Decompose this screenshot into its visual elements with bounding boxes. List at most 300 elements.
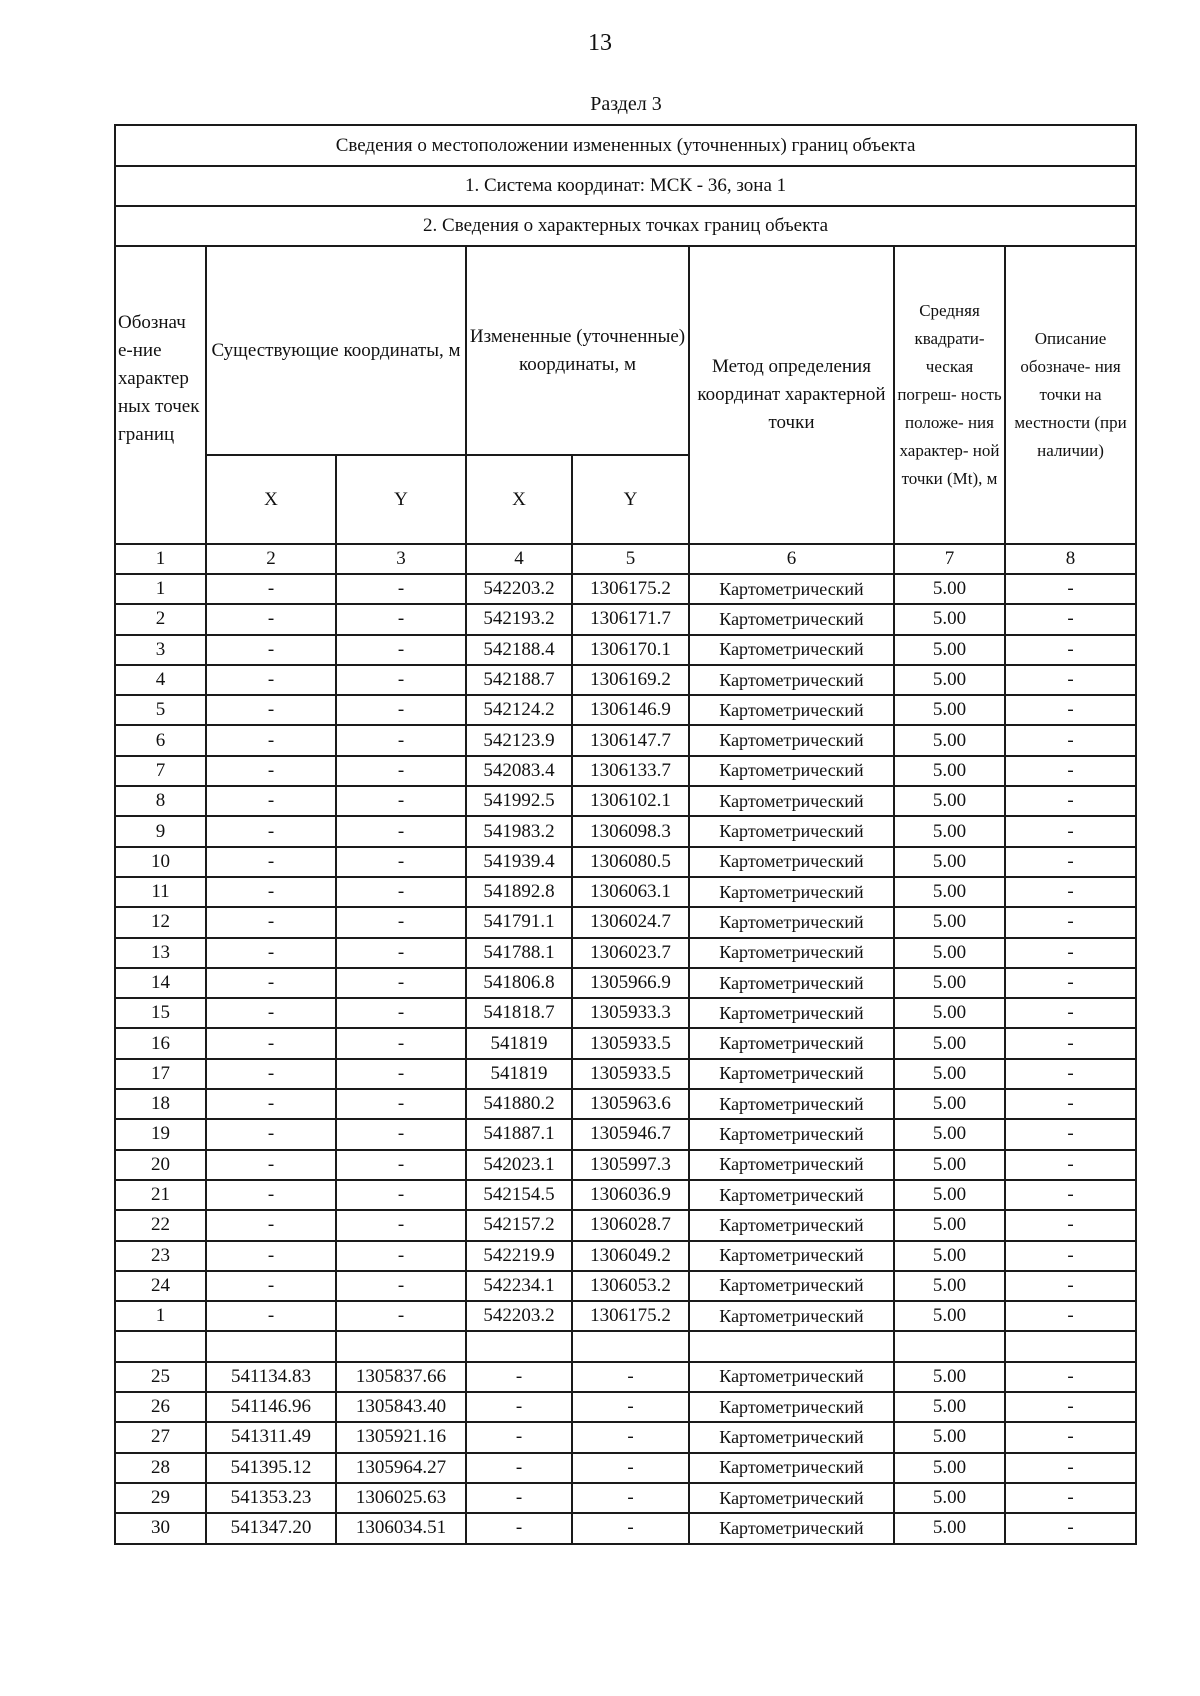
cell-changed-x: - <box>466 1392 572 1422</box>
cell-changed-x: - <box>466 1422 572 1452</box>
cell-changed-x: - <box>466 1453 572 1483</box>
cell-existing-y: - <box>336 938 466 968</box>
cell-method: Картометрический <box>689 604 894 634</box>
cell-existing-x: - <box>206 1028 336 1058</box>
cell-error: 5.00 <box>894 1422 1005 1452</box>
cell-error: 5.00 <box>894 1453 1005 1483</box>
page-number: 13 <box>588 30 612 56</box>
cell-changed-x: 541939.4 <box>466 847 572 877</box>
cell-error: 5.00 <box>894 665 1005 695</box>
cell-existing-y: 1305921.16 <box>336 1422 466 1452</box>
cell-existing-x: - <box>206 877 336 907</box>
table-row <box>115 725 1136 755</box>
cell-description: - <box>1005 1453 1136 1483</box>
table-row <box>115 816 1136 846</box>
cell-point: 5 <box>115 695 206 725</box>
cell-description: - <box>1005 938 1136 968</box>
column-number: 1 <box>115 544 206 574</box>
cell-existing-y: - <box>336 816 466 846</box>
cell-existing-y: - <box>336 998 466 1028</box>
cell-point: 26 <box>115 1392 206 1422</box>
cell-method: Картометрический <box>689 695 894 725</box>
cell-description: - <box>1005 1059 1136 1089</box>
table-row <box>115 574 1136 604</box>
table-row <box>115 1392 1136 1422</box>
cell-method: Картометрический <box>689 635 894 665</box>
cell-existing-y: - <box>336 1059 466 1089</box>
cell-point: 9 <box>115 816 206 846</box>
cell-description: - <box>1005 877 1136 907</box>
cell-changed-x: - <box>466 1362 572 1392</box>
cell-point: 10 <box>115 847 206 877</box>
table-row <box>115 1422 1136 1452</box>
header-error: Средняя квадрати- ческая погреш- ность положе- ния характер- ной точки (Mt), м <box>894 246 1005 544</box>
cell-description: - <box>1005 1241 1136 1271</box>
cell-existing-x: - <box>206 938 336 968</box>
cell-existing-x: 541347.20 <box>206 1513 336 1543</box>
cell-existing-x: - <box>206 635 336 665</box>
table-row <box>115 938 1136 968</box>
table-row <box>115 1119 1136 1149</box>
cell-changed-x: 541819 <box>466 1059 572 1089</box>
cell-point: 2 <box>115 604 206 634</box>
cell-existing-y: - <box>336 695 466 725</box>
cell-changed-x: 541880.2 <box>466 1089 572 1119</box>
cell-changed-x: 542083.4 <box>466 756 572 786</box>
table-row <box>115 998 1136 1028</box>
cell-point: 28 <box>115 1453 206 1483</box>
cell-changed-x: 542123.9 <box>466 725 572 755</box>
cell-changed-y: 1306036.9 <box>572 1180 689 1210</box>
cell-method: Картометрический <box>689 968 894 998</box>
cell-changed-x: 541892.8 <box>466 877 572 907</box>
table-row <box>115 786 1136 816</box>
cell-existing-x: - <box>206 786 336 816</box>
cell-method: Картометрический <box>689 1180 894 1210</box>
column-number: 7 <box>894 544 1005 574</box>
cell-changed-x: 541818.7 <box>466 998 572 1028</box>
cell-description: - <box>1005 1210 1136 1240</box>
cell-method: Картометрический <box>689 816 894 846</box>
cell-method: Картометрический <box>689 725 894 755</box>
cell-method: Картометрический <box>689 1483 894 1513</box>
cell-changed-x: 542188.7 <box>466 665 572 695</box>
cell-point: 18 <box>115 1089 206 1119</box>
cell-point: 16 <box>115 1028 206 1058</box>
table-row <box>115 1150 1136 1180</box>
cell-existing-y: - <box>336 968 466 998</box>
cell-point <box>115 1331 206 1361</box>
cell-point: 12 <box>115 907 206 937</box>
cell-point: 27 <box>115 1422 206 1452</box>
cell-method: Картометрический <box>689 756 894 786</box>
cell-error <box>894 1331 1005 1361</box>
cell-changed-x: 542023.1 <box>466 1150 572 1180</box>
cell-existing-x: - <box>206 1301 336 1331</box>
cell-point: 21 <box>115 1180 206 1210</box>
cell-error: 5.00 <box>894 877 1005 907</box>
cell-changed-y <box>572 1331 689 1361</box>
table-row <box>115 695 1136 725</box>
cell-method: Картометрический <box>689 998 894 1028</box>
points-info-heading: 2. Сведения о характерных точках границ объекта <box>115 206 1136 246</box>
cell-existing-x: 541353.23 <box>206 1483 336 1513</box>
column-number: 6 <box>689 544 894 574</box>
cell-description: - <box>1005 1180 1136 1210</box>
cell-error: 5.00 <box>894 1513 1005 1543</box>
table-row <box>115 1210 1136 1240</box>
cell-changed-y: 1306024.7 <box>572 907 689 937</box>
cell-point: 11 <box>115 877 206 907</box>
table-row <box>115 1513 1136 1543</box>
cell-changed-x: 542219.9 <box>466 1241 572 1271</box>
cell-changed-y: 1305997.3 <box>572 1150 689 1180</box>
cell-changed-y: 1306049.2 <box>572 1241 689 1271</box>
table-row <box>115 1362 1136 1392</box>
cell-error: 5.00 <box>894 604 1005 634</box>
cell-error: 5.00 <box>894 1180 1005 1210</box>
cell-point: 30 <box>115 1513 206 1543</box>
cell-method: Картометрический <box>689 1089 894 1119</box>
cell-existing-x: - <box>206 604 336 634</box>
cell-point: 4 <box>115 665 206 695</box>
cell-error: 5.00 <box>894 1059 1005 1089</box>
cell-error: 5.00 <box>894 756 1005 786</box>
table-row <box>115 1331 1136 1361</box>
cell-existing-y: - <box>336 1089 466 1119</box>
cell-existing-y: - <box>336 1180 466 1210</box>
cell-existing-y: 1306034.51 <box>336 1513 466 1543</box>
cell-changed-x: 541992.5 <box>466 786 572 816</box>
cell-changed-y: 1305946.7 <box>572 1119 689 1149</box>
table-row <box>115 907 1136 937</box>
cell-changed-y: 1305963.6 <box>572 1089 689 1119</box>
cell-method: Картометрический <box>689 1301 894 1331</box>
cell-changed-y: - <box>572 1392 689 1422</box>
cell-changed-y: 1305966.9 <box>572 968 689 998</box>
cell-point: 13 <box>115 938 206 968</box>
table-row <box>115 1028 1136 1058</box>
cell-description: - <box>1005 1028 1136 1058</box>
cell-description: - <box>1005 1513 1136 1543</box>
cell-existing-y: - <box>336 877 466 907</box>
column-number: 8 <box>1005 544 1136 574</box>
cell-existing-y: 1306025.63 <box>336 1483 466 1513</box>
table-row <box>115 847 1136 877</box>
cell-point: 3 <box>115 635 206 665</box>
cell-description: - <box>1005 968 1136 998</box>
cell-error: 5.00 <box>894 1119 1005 1149</box>
cell-existing-x: 541311.49 <box>206 1422 336 1452</box>
table-row <box>115 1180 1136 1210</box>
table-title: Сведения о местоположении измененных (уточненных) границ объекта <box>115 125 1136 166</box>
cell-description: - <box>1005 786 1136 816</box>
cell-error: 5.00 <box>894 725 1005 755</box>
cell-changed-x: 541806.8 <box>466 968 572 998</box>
header-changed: Измененные (уточненные) координаты, м <box>466 246 689 455</box>
cell-existing-y <box>336 1331 466 1361</box>
cell-existing-y: - <box>336 635 466 665</box>
cell-existing-x: - <box>206 1241 336 1271</box>
cell-existing-y: - <box>336 1210 466 1240</box>
cell-error: 5.00 <box>894 907 1005 937</box>
cell-changed-x: - <box>466 1513 572 1543</box>
cell-existing-y: - <box>336 574 466 604</box>
cell-error: 5.00 <box>894 1210 1005 1240</box>
cell-error: 5.00 <box>894 635 1005 665</box>
cell-method: Картометрический <box>689 1241 894 1271</box>
cell-changed-y: - <box>572 1513 689 1543</box>
cell-description <box>1005 1331 1136 1361</box>
cell-error: 5.00 <box>894 816 1005 846</box>
cell-description: - <box>1005 1301 1136 1331</box>
cell-error: 5.00 <box>894 1241 1005 1271</box>
cell-description: - <box>1005 1392 1136 1422</box>
cell-changed-x <box>466 1331 572 1361</box>
column-number: 3 <box>336 544 466 574</box>
cell-method: Картометрический <box>689 1422 894 1452</box>
cell-description: - <box>1005 1422 1136 1452</box>
cell-point: 1 <box>115 574 206 604</box>
cell-error: 5.00 <box>894 574 1005 604</box>
cell-existing-y: - <box>336 725 466 755</box>
cell-existing-x: - <box>206 756 336 786</box>
cell-method: Картометрический <box>689 1362 894 1392</box>
cell-changed-y: 1306171.7 <box>572 604 689 634</box>
table-row <box>115 1059 1136 1089</box>
cell-method: Картометрический <box>689 786 894 816</box>
cell-existing-x: - <box>206 1119 336 1149</box>
table-row <box>115 877 1136 907</box>
cell-changed-y: 1306146.9 <box>572 695 689 725</box>
cell-description: - <box>1005 998 1136 1028</box>
cell-existing-x: - <box>206 907 336 937</box>
cell-existing-y: - <box>336 1150 466 1180</box>
cell-method: Картометрический <box>689 877 894 907</box>
header-changed-x: X <box>466 455 572 544</box>
cell-method: Картометрический <box>689 1150 894 1180</box>
cell-changed-y: - <box>572 1362 689 1392</box>
cell-error: 5.00 <box>894 847 1005 877</box>
cell-existing-x: - <box>206 1089 336 1119</box>
header-existing: Существующие координаты, м <box>206 246 466 455</box>
cell-description: - <box>1005 725 1136 755</box>
cell-changed-y: 1306175.2 <box>572 1301 689 1331</box>
cell-error: 5.00 <box>894 998 1005 1028</box>
table-row <box>115 604 1136 634</box>
cell-existing-x: 541134.83 <box>206 1362 336 1392</box>
boundary-points-table <box>114 124 1137 1545</box>
cell-existing-x: - <box>206 574 336 604</box>
cell-point: 7 <box>115 756 206 786</box>
cell-point: 15 <box>115 998 206 1028</box>
cell-existing-x: 541146.96 <box>206 1392 336 1422</box>
cell-changed-y: - <box>572 1453 689 1483</box>
cell-error: 5.00 <box>894 1392 1005 1422</box>
cell-point: 14 <box>115 968 206 998</box>
cell-changed-y: 1306053.2 <box>572 1271 689 1301</box>
cell-changed-x: 542154.5 <box>466 1180 572 1210</box>
cell-existing-x: - <box>206 847 336 877</box>
cell-changed-y: 1306147.7 <box>572 725 689 755</box>
header-existing-y: Y <box>336 455 466 544</box>
cell-changed-y: - <box>572 1422 689 1452</box>
cell-method: Картометрический <box>689 1392 894 1422</box>
cell-existing-y: - <box>336 665 466 695</box>
cell-description: - <box>1005 604 1136 634</box>
cell-existing-y: 1305837.66 <box>336 1362 466 1392</box>
cell-existing-y: - <box>336 604 466 634</box>
table-row <box>115 1089 1136 1119</box>
cell-existing-x: - <box>206 1210 336 1240</box>
table-row <box>115 1483 1136 1513</box>
cell-changed-y: 1306080.5 <box>572 847 689 877</box>
cell-description: - <box>1005 1362 1136 1392</box>
cell-description: - <box>1005 1271 1136 1301</box>
cell-method: Картометрический <box>689 1119 894 1149</box>
cell-method: Картометрический <box>689 938 894 968</box>
table-row <box>115 756 1136 786</box>
table-row <box>115 1271 1136 1301</box>
table-row <box>115 1453 1136 1483</box>
cell-existing-y: - <box>336 1241 466 1271</box>
cell-description: - <box>1005 1150 1136 1180</box>
cell-method: Картометрический <box>689 907 894 937</box>
cell-point: 8 <box>115 786 206 816</box>
cell-error: 5.00 <box>894 1089 1005 1119</box>
cell-existing-x: - <box>206 695 336 725</box>
cell-description: - <box>1005 635 1136 665</box>
column-number: 2 <box>206 544 336 574</box>
coordinate-system: 1. Система координат: МСК - 36, зона 1 <box>115 166 1136 206</box>
table-row <box>115 1301 1136 1331</box>
cell-existing-x: - <box>206 1059 336 1089</box>
cell-error: 5.00 <box>894 968 1005 998</box>
cell-description: - <box>1005 574 1136 604</box>
cell-error: 5.00 <box>894 1028 1005 1058</box>
cell-error: 5.00 <box>894 786 1005 816</box>
cell-changed-x: 542193.2 <box>466 604 572 634</box>
cell-point: 22 <box>115 1210 206 1240</box>
cell-existing-y: 1305843.40 <box>336 1392 466 1422</box>
header-point: Обознач е-ние характер ных точек границ <box>115 246 206 544</box>
cell-changed-y: 1305933.5 <box>572 1059 689 1089</box>
table-row <box>115 1241 1136 1271</box>
cell-existing-y: - <box>336 1301 466 1331</box>
cell-existing-y: - <box>336 907 466 937</box>
cell-method: Картометрический <box>689 1059 894 1089</box>
cell-changed-x: 541788.1 <box>466 938 572 968</box>
column-number: 5 <box>572 544 689 574</box>
cell-point: 24 <box>115 1271 206 1301</box>
cell-point: 23 <box>115 1241 206 1271</box>
cell-changed-y: 1306063.1 <box>572 877 689 907</box>
cell-changed-y: 1305933.3 <box>572 998 689 1028</box>
cell-existing-y: - <box>336 1028 466 1058</box>
cell-changed-y: 1305933.5 <box>572 1028 689 1058</box>
cell-existing-y: - <box>336 1119 466 1149</box>
cell-existing-y: - <box>336 1271 466 1301</box>
cell-error: 5.00 <box>894 1271 1005 1301</box>
cell-point: 20 <box>115 1150 206 1180</box>
table-row <box>115 665 1136 695</box>
cell-existing-y: - <box>336 756 466 786</box>
cell-description: - <box>1005 1119 1136 1149</box>
table-row <box>115 968 1136 998</box>
cell-changed-x: 541887.1 <box>466 1119 572 1149</box>
cell-changed-x: 542203.2 <box>466 574 572 604</box>
cell-method: Картометрический <box>689 1513 894 1543</box>
cell-error: 5.00 <box>894 1362 1005 1392</box>
cell-existing-x: - <box>206 1180 336 1210</box>
cell-changed-x: 541983.2 <box>466 816 572 846</box>
cell-changed-x: 542188.4 <box>466 635 572 665</box>
cell-point: 29 <box>115 1483 206 1513</box>
cell-method: Картометрический <box>689 574 894 604</box>
cell-method <box>689 1331 894 1361</box>
cell-changed-y: 1306133.7 <box>572 756 689 786</box>
cell-existing-y: - <box>336 847 466 877</box>
cell-changed-x: 542157.2 <box>466 1210 572 1240</box>
cell-changed-y: 1306028.7 <box>572 1210 689 1240</box>
cell-existing-y: - <box>336 786 466 816</box>
header-changed-y: Y <box>572 455 689 544</box>
cell-existing-x: - <box>206 725 336 755</box>
cell-changed-y: 1306170.1 <box>572 635 689 665</box>
cell-changed-x: 541819 <box>466 1028 572 1058</box>
cell-changed-x: 542234.1 <box>466 1271 572 1301</box>
cell-changed-y: 1306102.1 <box>572 786 689 816</box>
cell-description: - <box>1005 665 1136 695</box>
cell-existing-x: - <box>206 1150 336 1180</box>
cell-changed-x: 541791.1 <box>466 907 572 937</box>
cell-method: Картометрический <box>689 1028 894 1058</box>
cell-existing-x <box>206 1331 336 1361</box>
cell-existing-x: - <box>206 998 336 1028</box>
cell-error: 5.00 <box>894 1150 1005 1180</box>
cell-changed-x: 542124.2 <box>466 695 572 725</box>
cell-changed-y: 1306169.2 <box>572 665 689 695</box>
cell-changed-x: 542203.2 <box>466 1301 572 1331</box>
header-description: Описание обозначе- ния точки на местности (при наличии) <box>1005 246 1136 544</box>
cell-existing-x: 541395.12 <box>206 1453 336 1483</box>
cell-changed-y: 1306175.2 <box>572 574 689 604</box>
cell-changed-y: 1306098.3 <box>572 816 689 846</box>
header-existing-x: X <box>206 455 336 544</box>
cell-error: 5.00 <box>894 938 1005 968</box>
cell-changed-y: 1306023.7 <box>572 938 689 968</box>
cell-point: 17 <box>115 1059 206 1089</box>
cell-method: Картометрический <box>689 847 894 877</box>
table-row <box>115 635 1136 665</box>
section-title: Раздел 3 <box>590 93 662 115</box>
cell-point: 25 <box>115 1362 206 1392</box>
cell-changed-y: - <box>572 1483 689 1513</box>
cell-changed-x: - <box>466 1483 572 1513</box>
cell-description: - <box>1005 756 1136 786</box>
cell-description: - <box>1005 907 1136 937</box>
cell-point: 1 <box>115 1301 206 1331</box>
cell-existing-x: - <box>206 1271 336 1301</box>
cell-point: 6 <box>115 725 206 755</box>
cell-existing-x: - <box>206 816 336 846</box>
cell-existing-x: - <box>206 968 336 998</box>
cell-method: Картометрический <box>689 1210 894 1240</box>
cell-description: - <box>1005 695 1136 725</box>
cell-error: 5.00 <box>894 1301 1005 1331</box>
column-number: 4 <box>466 544 572 574</box>
cell-description: - <box>1005 1089 1136 1119</box>
